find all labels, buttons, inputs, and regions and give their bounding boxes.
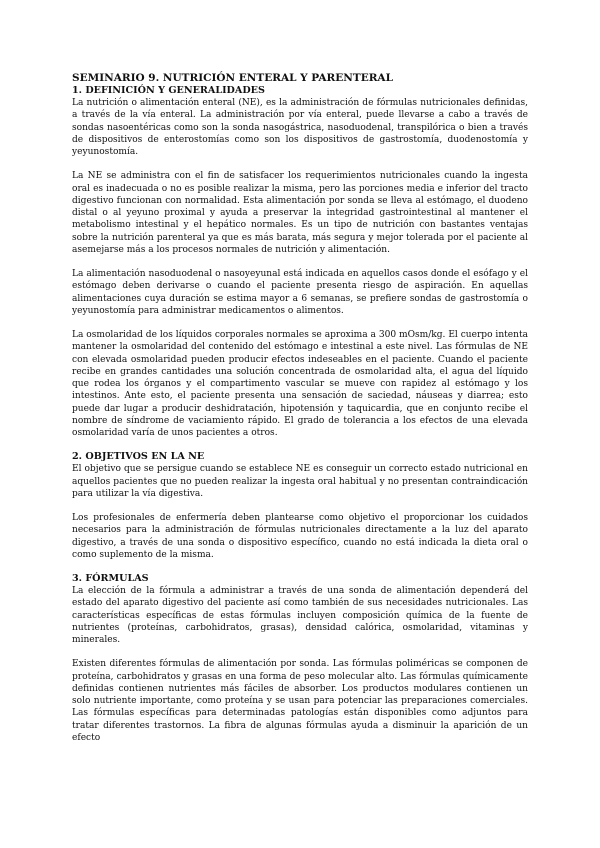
paragraph: Existen diferentes fórmulas de alimentación por sonda. Las fórmulas poliméricas se componen de proteína, carbohidratos y grasas en una forma de peso molecular alto. Las fórmulas químicamente definidas contienen nutrientes más fáciles de absorber. Los productos modulares contienen un solo nutriente importante, como proteína y se usan para potenciar las preparaciones comerciales. Las fórmulas específicas para determinadas patologías están disponibles como adjuntos para tratar diferentes trastornos. La fibra de algunas fórmulas ayuda a disminuir la aparición de un efecto	[72, 659, 528, 743]
section-formulas	[72, 573, 528, 744]
paragraph: La NE se administra con el fin de satisfacer los requerimientos nutricionales cuando la ingesta oral es inadecuada o no es posible realizar la misma, pero las porciones media e inferior del tracto digestivo funcionan con normalidad. Esta alimentación por sonda se lleva al estómago, el duodeno distal o al yeyuno proximal y ayuda a preservar la integridad gastrointestinal al mantener el metabolismo intestinal y el hepático normales. Es un tipo de nutrición con bastantes ventajas sobre la nutrición parenteral ya que es más barata, más segura y mejor tolerada por el paciente al asemejarse más a los procesos normales de nutrición y alimentación.	[72, 171, 528, 255]
paragraph: Los profesionales de enfermería deben plantearse como objetivo el proporcionar los cuidados necesarios para la administración de fórmulas nutricionales directamente a la luz del aparato digestivo, a través de una sonda o dispositivo específico, cuando no está indicada la dieta oral o como suplemento de la misma.	[72, 513, 528, 560]
paragraph: La nutrición o alimentación enteral (NE), es la administración de fórmulas nutricionales definidas, a través de la vía enteral. La administración por vía enteral, puede llevarse a cabo a través de sondas nasoentéricas como son la sonda nasogástrica, nasoduodenal, transpilórica o bien a través de dispositivos de enterostomías como son los dispositivos de gastrostomía, duodenostomía y yeyunostomía.	[72, 98, 528, 157]
paragraph: La alimentación nasoduodenal o nasoyeyunal está indicada en aquellos casos donde el esófago y el estómago deben derivarse o cuando el paciente presenta riesgo de aspiración. En aquellas alimentaciones cuya duración se estima mayor a 6 semanas, se prefiere sondas de gastrostomía o yeyunostomía para administrar medicamentos o alimentos.	[72, 269, 528, 316]
section-definicion	[72, 85, 528, 439]
section-heading: 2. OBJETIVOS EN LA NE	[72, 451, 205, 463]
section-heading: 3. FÓRMULAS	[72, 573, 149, 584]
paragraph: La elección de la fórmula a administrar a través de una sonda de alimentación dependerá del estado del aparato digestivo del paciente así como también de sus necesidades nutricionales. Las características específicas de estas fórmulas incluyen composición química de la fuente de nutrientes (proteínas, carbohidratos, grasas), densidad calórica, osmolaridad, vitaminas y minerales.	[72, 586, 528, 645]
document-title: SEMINARIO 9. NUTRICIÓN ENTERAL Y PARENTERAL	[72, 72, 393, 84]
paragraph: La osmolaridad de los líquidos corporales normales se aproxima a 300 mOsm/kg. El cuerpo intenta mantener la osmolaridad del contenido del estómago e intestinal a este nivel. Las fórmulas de NE con elevada osmolaridad pueden producir efectos indeseables en el paciente. Cuando el paciente recibe en grandes cantidades una solución concentrada de osmolaridad alta, el agua del líquido que rodea los órganos y el compartimento vascular se mueve con rapidez al estómago y los intestinos. Ante esto, el paciente presenta una sensación de saciedad, náuseas y diarrea; esto puede dar lugar a producir deshidratación, hipotensión y taquicardia, que en conjunto recibe el nombre de síndrome de vaciamiento rápido. El grado de tolerancia a los efectos de una elevada osmolaridad varía de unos pacientes a otros.	[72, 330, 528, 438]
paragraph: El objetivo que se persigue cuando se establece NE es conseguir un correcto estado nutricional en aquellos pacientes que no pueden realizar la ingesta oral habitual y no presentan contraindicación para utilizar la vía digestiva.	[72, 464, 528, 499]
section-heading: 1. DEFINICIÓN Y GENERALIDADES	[72, 85, 265, 96]
section-objetivos	[72, 451, 528, 561]
